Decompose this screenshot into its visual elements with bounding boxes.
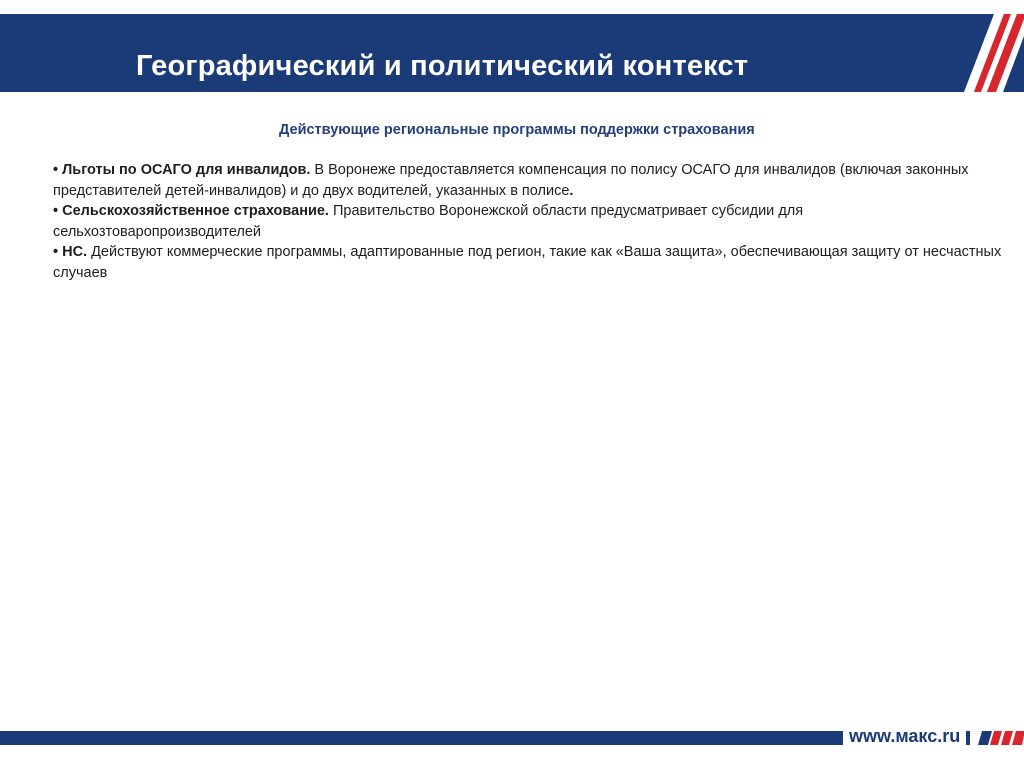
bullet-item-agro [53,201,1003,242]
footer-website-link[interactable]: www.макс.ru [843,726,966,747]
bullet-lead: • Сельскохозяйственное страхование. [53,203,329,219]
bullet-lead: • НС. [53,244,88,260]
header-stripes-decoration [0,14,1024,92]
section-subtitle: Действующие региональные программы поддержки страхования [279,122,755,138]
bullet-tail: . [569,182,574,199]
bullet-lead: • Льготы по ОСАГО для инвалидов. [53,162,311,178]
bullet-text: В Воронеже предоставляется компенсация по полису ОСАГО для инвалидов (включая законных представителей детей-инвалидов) и до двух водителей, указанных в полисе [53,162,969,199]
bullet-text: Действуют коммерческие программы, адаптированные под регион, такие как «Ваша защита», обеспечивающая защиту от несчастных случаев [53,244,1002,281]
top-margin [0,0,1024,14]
bullet-text: Правительство Воронежской области предусматривает субсидии для сельхозтоваропроизводителей [53,203,804,240]
slide-title: Географический и политический контекст [136,50,749,82]
content-body [53,160,1003,283]
bullet-item-osago [53,160,1003,201]
bullet-item-ns [53,242,1003,283]
